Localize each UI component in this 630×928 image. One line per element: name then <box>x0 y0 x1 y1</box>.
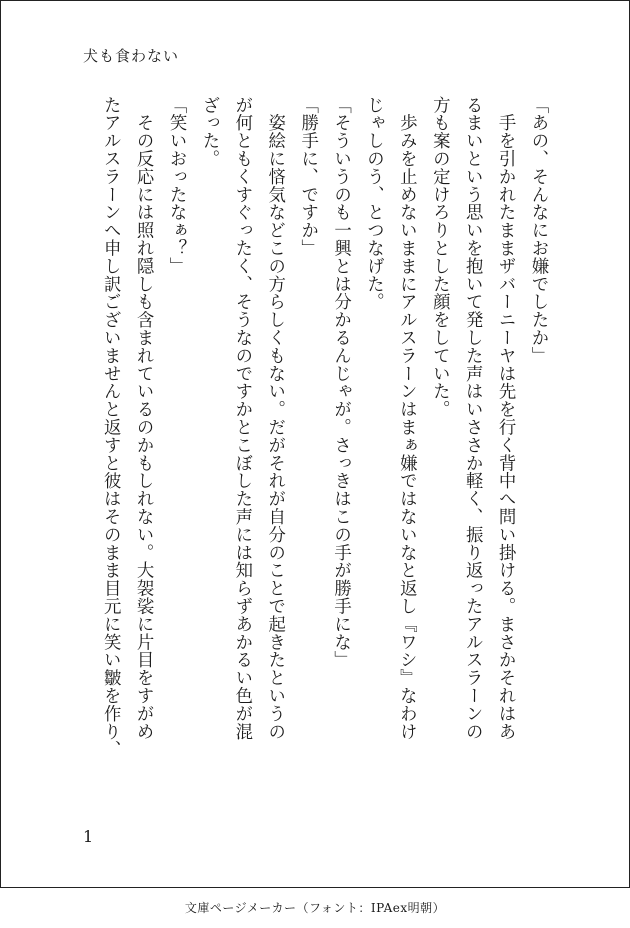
text-line: 「笑いおったなぁ？」 <box>166 96 187 275</box>
text-line: じゃしのう、とつなげた。 <box>363 96 384 311</box>
generator-credit: 文庫ページメーカー（フォント：IPAex明朝） <box>184 901 446 915</box>
text-line: その反応には照れ隠しも含まれているのかもしれない。大袈裟に片目をすがめ <box>133 96 154 741</box>
text-line: が何ともくすぐったく、そうなのですかとこぼした声には知らずあかるい色が混 <box>231 96 252 741</box>
text-line: 手を引かれたままザバーニーヤは先を行く背中へ問い掛ける。まさかそれはあ <box>495 96 516 741</box>
text-line: 姿絵に悋気などこの方らしくもない。だがそれが自分のことで起きたというの <box>264 96 285 741</box>
text-line: 歩みを止めないままにアルスラーンはまぁ嫌ではないなと返し『ワシ』なわけ <box>396 96 417 741</box>
vertical-body-text <box>76 96 554 806</box>
text-line: るまいという思いを抱いて発した声はいささか軽く、振り返ったアルスラーンの <box>462 96 483 741</box>
text-line: 「勝手に、ですか」 <box>297 96 318 258</box>
page-number: 1 <box>83 827 94 846</box>
text-line: 「あの、そんなにお嫌でしたか」 <box>528 96 548 365</box>
page-title: 犬も食わない <box>83 47 180 65</box>
text-line: 「そういうのも一興とは分かるんじゃが。さっきはこの手が勝手にな」 <box>330 96 351 669</box>
text-line: ざった。 <box>198 96 219 168</box>
text-line: 方も案の定けろりとした顔をしていた。 <box>429 96 450 419</box>
text-line: たアルスラーンへ申し訳ございませんと返すと彼はそのまま目元に笑い皺を作り、 <box>100 96 121 759</box>
